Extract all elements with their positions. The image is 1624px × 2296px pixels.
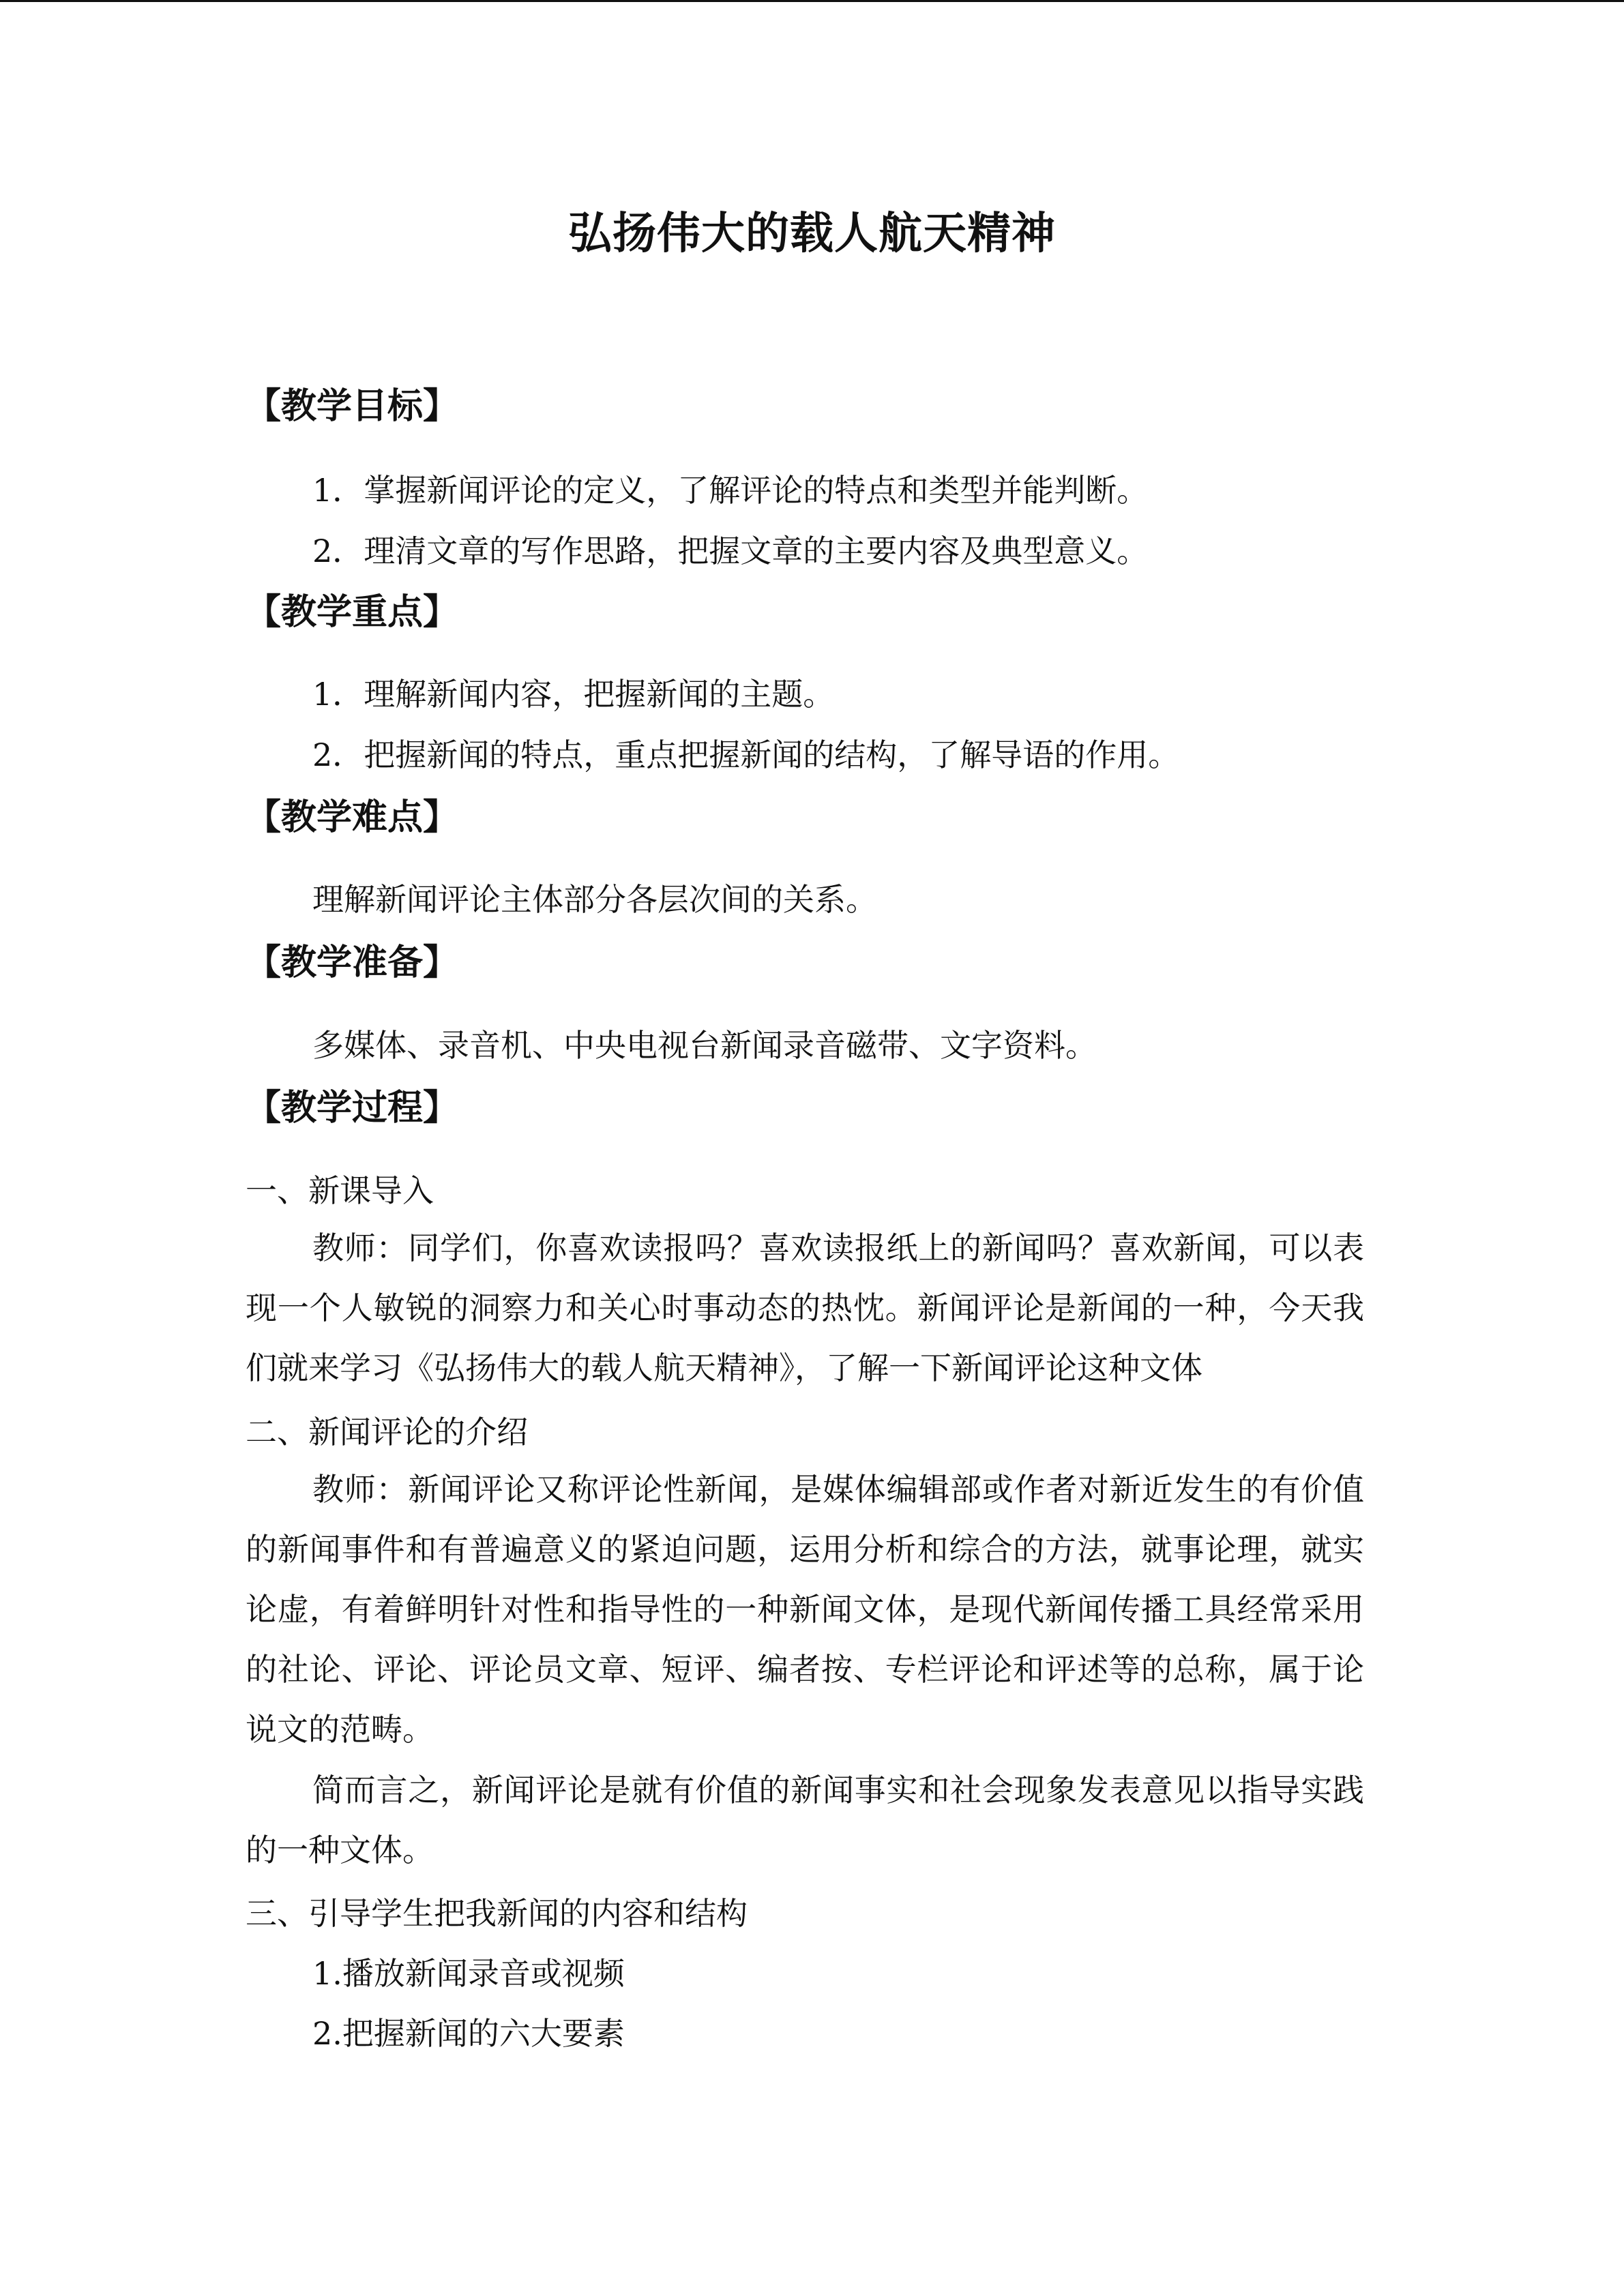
section-heading-difficulties: 【教学难点】: [246, 797, 459, 838]
preparation-text: 多媒体、录音机、中央电视台新闻录音磁带、文字资料。: [312, 1027, 1097, 1064]
process-step-2-paragraph-1: 教师：新闻评论又称评论性新闻，是媒体编辑部或作者对新近发生的有价值的新闻事件和有普遍意义的紧迫问题，运用分析和综合的方法，就事论理，就实论虚，有着鲜明针对性和指导性的一种新闻文体，是现代新闻传播工具经常采用的社论、评论、评论员文章、短评、编者按、专栏评论和评述等的总称，属于论说文的范畴。: [246, 1471, 1364, 1748]
goal-item-1: 1．掌握新闻评论的定义，了解评论的特点和类型并能判断。: [312, 472, 1149, 509]
keypoint-item-1: 1．理解新闻内容，把握新闻的主题。: [312, 676, 835, 713]
process-step-3-title: 三、引导学生把我新闻的内容和结构: [246, 1895, 748, 1932]
process-step-2-paragraph-2: 简而言之，新闻评论是就有价值的新闻事实和社会现象发表意见以指导实践的一种文体。: [246, 1772, 1364, 1868]
section-heading-preparation: 【教学准备】: [246, 942, 459, 983]
section-heading-keypoints: 【教学重点】: [246, 592, 459, 633]
process-step-1-title: 一、新课导入: [246, 1172, 434, 1209]
difficulty-text: 理解新闻评论主体部分各层次间的关系。: [312, 881, 877, 918]
process-step-3-item-2: 2.把握新闻的六大要素: [312, 2015, 625, 2052]
section-heading-goals: 【教学目标】: [246, 386, 459, 427]
process-step-3-item-1: 1.播放新闻录音或视频: [312, 1955, 625, 1992]
goal-item-2: 2．理清文章的写作思路，把握文章的主要内容及典型意义。: [312, 533, 1149, 569]
process-step-2-title: 二、新闻评论的介绍: [246, 1414, 528, 1450]
section-heading-process: 【教学过程】: [246, 1088, 459, 1129]
process-step-1-paragraph: 教师：同学们，你喜欢读报吗？喜欢读报纸上的新闻吗？喜欢新闻，可以表现一个人敏锐的洞察力和关心时事动态的热忱。新闻评论是新闻的一种，今天我们就来学习《弘扬伟大的载人航天精神》，了解一下新闻评论这种文体: [246, 1229, 1364, 1386]
document-title: 弘扬伟大的载人航天精神: [568, 209, 1056, 259]
keypoint-item-2: 2．把握新闻的特点，重点把握新闻的结构，了解导语的作用。: [312, 736, 1180, 773]
